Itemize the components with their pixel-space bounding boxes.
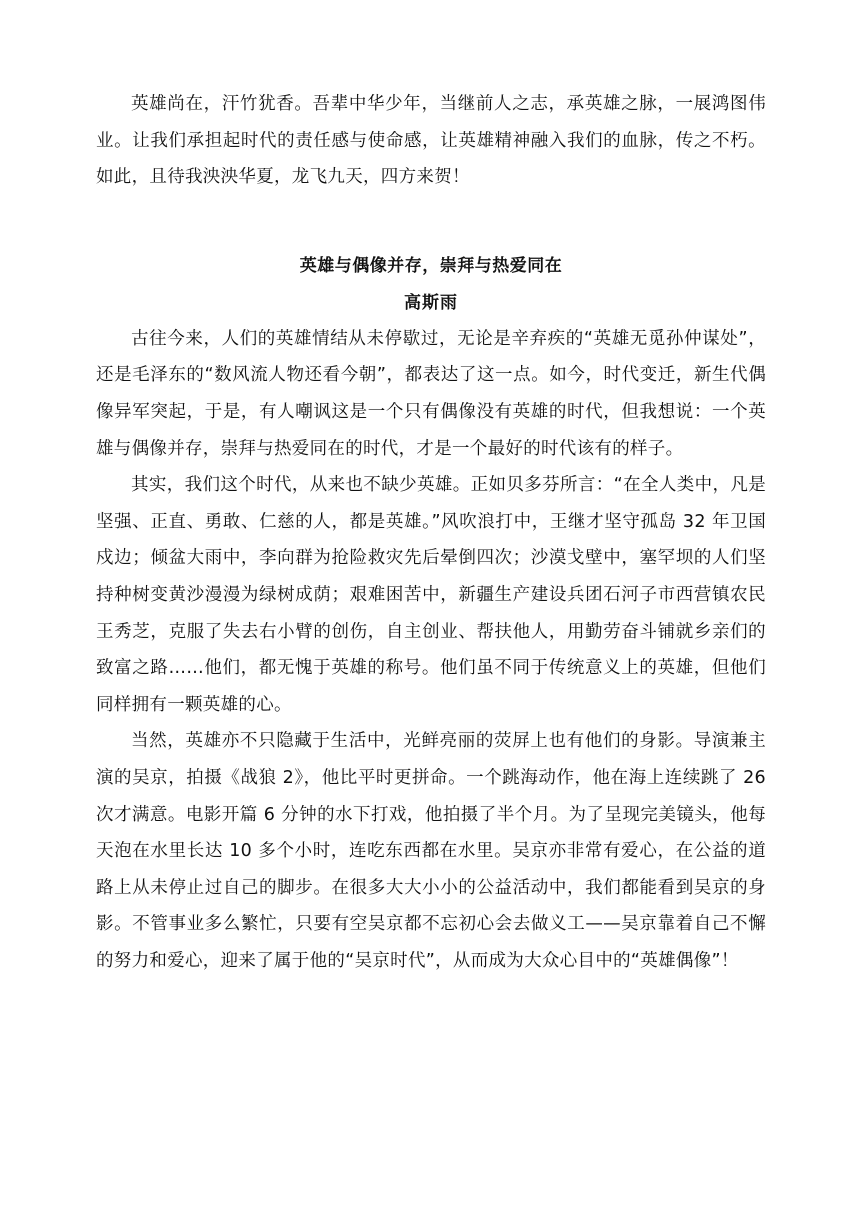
intro-paragraph: 英雄尚在，汗竹犹香。吾辈中华少年，当继前人之志，承英雄之脉，一展鸿图伟业。让我们承担起时代的责任感与使命感，让英雄精神融入我们的血脉，传之不朽。如此，且待我泱泱华夏，龙飞九天，四方来贺！ — [96, 94, 766, 188]
page-content — [96, 86, 766, 979]
article-author: 高斯雨 — [404, 292, 458, 313]
article-paragraph-2: 其实，我们这个时代，从来也不缺少英雄。正如贝多芬所言：“在全人类中，凡是坚强、正直、勇敢、仁慈的人，都是英雄。”风吹浪打中，王继才坚守孤岛 32 年卫国戍边；倾盆大雨中，李向群为抢险救灾先后晕倒四次；沙漠戈壁中，塞罕坝的人们坚持种树变黄沙漫漫为绿树成荫；艰难困苦中，新疆生产建设兵团石河子市西营镇农民王秀芝，克服了失去右小臂的创伤，自主创业、帮扶他人，用勤劳奋斗铺就乡亲们的致富之路……他们，都无愧于英雄的称号。他们虽不同于传统意义上的英雄，但他们同样拥有一颗英雄的心。 — [96, 475, 766, 715]
article-paragraph-3: 当然，英雄亦不只隐藏于生活中，光鲜亮丽的荧屏上也有他们的身影。导演兼主演的吴京，拍摄《战狼 2》，他比平时更拼命。一个跳海动作，他在海上连续跳了 26 次才满意。电影开篇 6 分钟的水下打戏，他拍摄了半个月。为了呈现完美镜头，他每天泡在水里长达 10 多个小时，连吃东西都在水里。吴京亦非常有爱心，在公益的道路上从未停止过自己的脚步。在很多大大小小的公益活动中，我们都能看到吴京的身影。不管事业多么繁忙，只要有空吴京都不忘初心会去做义工——吴京靠着自己不懈的努力和爱心，迎来了属于他的“吴京时代”，从而成为大众心目中的“英雄偶像”！ — [96, 731, 766, 971]
article-paragraph-1: 古往今来，人们的英雄情结从未停歇过，无论是辛弃疾的“英雄无觅孙仲谋处”，还是毛泽东的“数风流人物还看今朝”，都表达了这一点。如今，时代变迁，新生代偶像异军突起，于是，有人嘲讽这是一个只有偶像没有英雄的时代，但我想说：一个英雄与偶像并存，崇拜与热爱同在的时代，才是一个最好的时代该有的样子。 — [96, 328, 766, 459]
section-spacer — [96, 196, 766, 248]
article-title: 英雄与偶像并存，崇拜与热爱同在 — [299, 255, 563, 276]
